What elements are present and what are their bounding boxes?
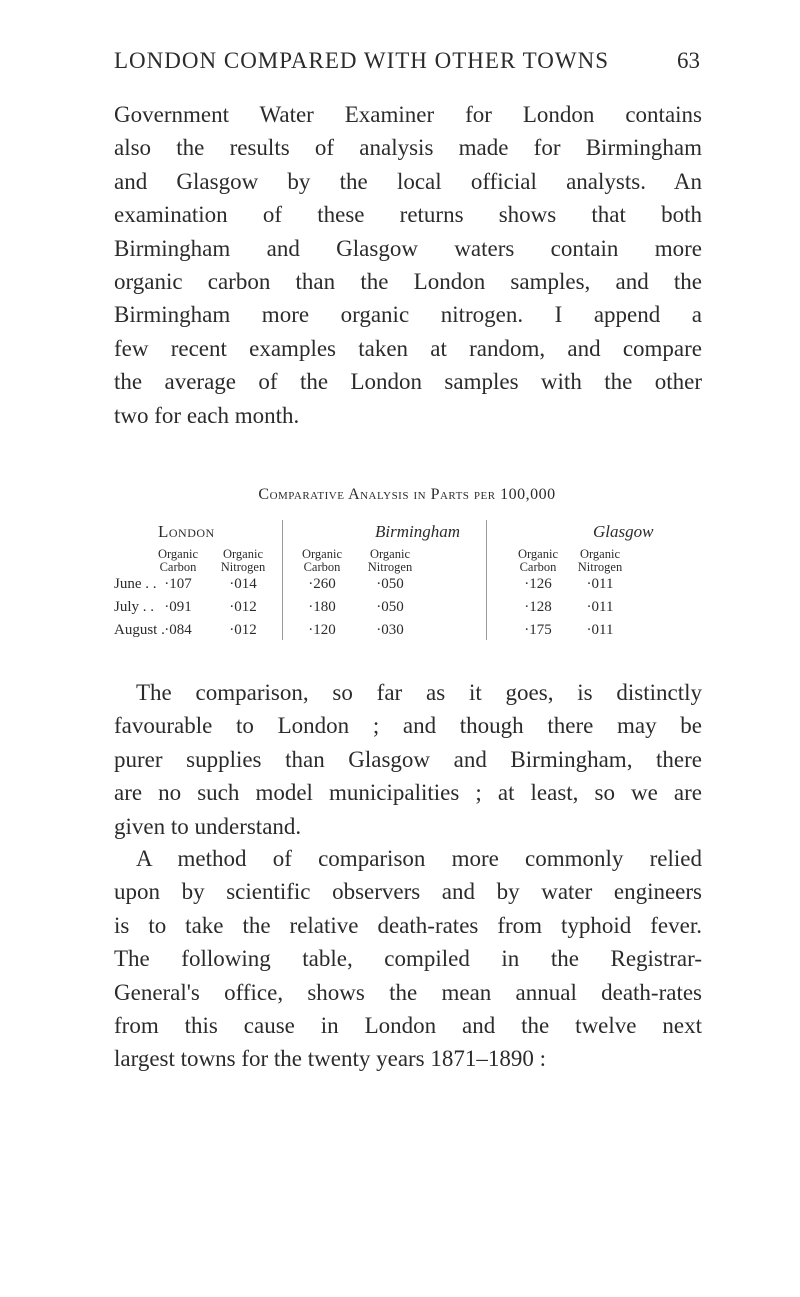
group-header-london: London <box>158 522 215 541</box>
text-line: The comparison, so far as it goes, is distinctly <box>136 680 702 705</box>
page-number: 63 <box>677 48 700 73</box>
table-title: Comparative Analysis in Parts per 100,000 <box>258 486 556 503</box>
value-cell: ·030 <box>376 622 404 638</box>
subheader-line: Nitrogen <box>220 560 266 574</box>
text-line: purer supplies than Glasgow and Birmingham, there <box>114 746 702 772</box>
value-cell: ·012 <box>229 599 257 615</box>
subheader-line: Carbon <box>159 560 197 574</box>
column-divider <box>486 520 487 640</box>
paragraph-intro <box>114 98 702 432</box>
text-line: The following table, compiled in the Registrar- <box>114 946 702 972</box>
text-line: examination of these returns shows that both <box>114 202 702 228</box>
value-cell: ·011 <box>586 599 614 615</box>
value-cell: ·091 <box>164 599 192 615</box>
value-cell: ·014 <box>229 576 257 592</box>
row-label-july: July . . <box>114 599 155 615</box>
row-label-june: June . . <box>114 576 157 592</box>
text-line: Birmingham more organic nitrogen. I append a <box>114 302 702 328</box>
value-cell: ·084 <box>164 622 192 638</box>
subheader-line: Organic <box>579 547 621 561</box>
row-label-august: August . <box>114 622 165 638</box>
value-cell: ·180 <box>308 599 336 615</box>
text-line: upon by scientific observers and by water engineers <box>114 879 702 905</box>
value-cell: ·120 <box>308 622 336 638</box>
subheader-line: Organic <box>517 547 559 561</box>
value-cell: ·260 <box>308 576 336 592</box>
value-cell: ·126 <box>524 576 552 592</box>
paragraph-typhoid <box>114 842 702 1076</box>
value-cell: ·011 <box>586 576 614 592</box>
subheader-line: Organic <box>157 547 199 561</box>
text-line: from this cause in London and the twelve next <box>114 1012 702 1038</box>
value-cell: ·128 <box>524 599 552 615</box>
subheader-organic-carbon <box>148 548 208 574</box>
text-line: largest towns for the twenty years 1871–1890 : <box>114 1046 547 1072</box>
subheader-line: Nitrogen <box>367 560 413 574</box>
running-header <box>114 48 700 74</box>
value-cell: ·011 <box>586 622 614 638</box>
text-line: is to take the relative death-rates from typhoid fever. <box>114 912 702 938</box>
text-line: also the results of analysis made for Birmingham <box>114 135 702 161</box>
text-line: favourable to London ; and though there may be <box>114 713 702 739</box>
value-cell: ·050 <box>376 576 404 592</box>
column-divider <box>282 520 283 640</box>
text-line: General's office, shows the mean annual death-rates <box>114 979 702 1005</box>
value-cell: ·012 <box>229 622 257 638</box>
subheader-organic-nitrogen <box>212 548 274 574</box>
subheader-line: Nitrogen <box>577 560 623 574</box>
group-header-glasgow: Glasgow <box>593 522 654 541</box>
subheader-organic-carbon <box>508 548 568 574</box>
subheader-line: Organic <box>369 547 411 561</box>
subheader-line: Carbon <box>303 560 341 574</box>
subheader-organic-nitrogen <box>359 548 421 574</box>
text-line: and Glasgow by the local official analysts. An <box>114 168 702 194</box>
subheader-line: Organic <box>222 547 264 561</box>
text-line: A method of comparison more commonly relied <box>136 846 702 871</box>
text-line: the average of the London samples with the other <box>114 369 702 395</box>
text-line: given to understand. <box>114 813 302 839</box>
running-title: LONDON COMPARED WITH OTHER TOWNS <box>114 48 609 73</box>
text-line: few recent examples taken at random, and compare <box>114 335 702 361</box>
text-line: two for each month. <box>114 402 300 428</box>
subheader-line: Organic <box>301 547 343 561</box>
value-cell: ·050 <box>376 599 404 615</box>
text-line: organic carbon than the London samples, and the <box>114 268 702 294</box>
group-header-birmingham: Birmingham <box>375 522 460 541</box>
value-cell: ·175 <box>524 622 552 638</box>
subheader-line: Carbon <box>519 560 557 574</box>
paragraph-comparison <box>114 676 702 843</box>
subheader-organic-nitrogen <box>569 548 631 574</box>
text-line: Government Water Examiner for London contains <box>114 102 702 127</box>
analysis-table <box>114 514 700 646</box>
subheader-organic-carbon <box>292 548 352 574</box>
value-cell: ·107 <box>164 576 192 592</box>
text-line: Birmingham and Glasgow waters contain more <box>114 235 702 261</box>
text-line: are no such model municipalities ; at least, so we are <box>114 780 702 806</box>
